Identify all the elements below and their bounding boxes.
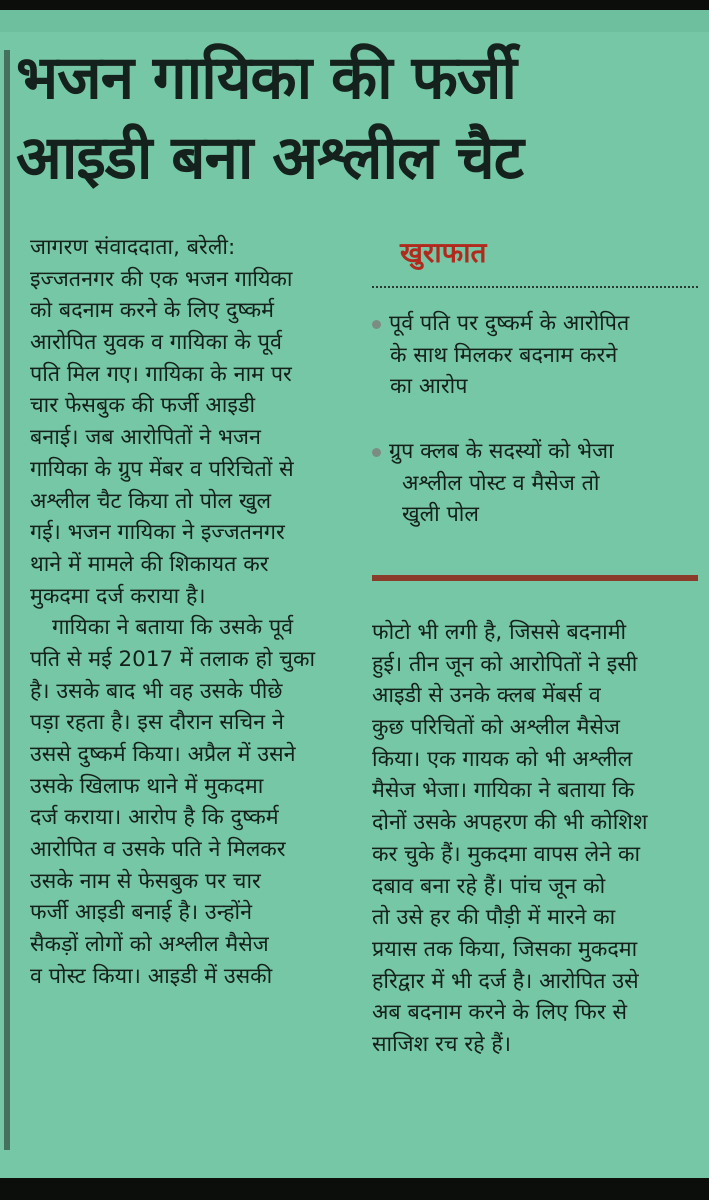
body-line: व पोस्ट किया। आइडी में उसकी (30, 963, 273, 989)
body-line: फोटो भी लगी है, जिससे बदनामी (372, 620, 627, 645)
body-line: सैकड़ों लोगों को अश्लील मैसेज (30, 932, 269, 958)
body-line: फर्जी आइडी बनाई है। उन्होंने (30, 900, 253, 926)
bullet-line: का आरोप (390, 374, 468, 400)
paper-top-edge (0, 10, 709, 32)
body-line: पति मिल गए। गायिका के नाम पर (30, 361, 292, 387)
bullet-line: अश्लील पोस्ट व मैसेज तो (402, 470, 600, 496)
body-line: चार फेसबुक की फर्जी आइडी (30, 393, 256, 419)
body-line: साजिश रच रहे हैं। (372, 1031, 511, 1057)
body-line: पड़ा रहता है। इस दौरान सचिन ने (30, 710, 284, 736)
body-line: गई। भजन गायिका ने इज्जतनगर (30, 520, 285, 546)
body-line: अब बदनाम करने के लिए फिर से (372, 1000, 628, 1026)
body-line: है। उसके बाद भी वह उसके पीछे (30, 678, 283, 704)
body-line: गायिका ने बताया कि उसके पूर्व (52, 615, 294, 641)
body-line: कुछ परिचितों को अश्लील मैसेज (372, 715, 620, 741)
bullet-line: खुली पोल (402, 502, 479, 528)
body-line: दोनों उसके अपहरण की भी कोशिश (372, 810, 648, 836)
body-line: उससे दुष्कर्म किया। अप्रैल में उसने (30, 742, 296, 767)
body-line: अश्लील चैट किया तो पोल खुल (30, 488, 272, 514)
body-line: बनाई। जब आरोपितों ने भजन (30, 425, 261, 451)
newspaper-clipping (0, 10, 709, 1178)
headline (16, 38, 696, 198)
body-line: कर चुके हैं। मुकदमा वापस लेने का (372, 841, 641, 867)
body-line: आरोपित युवक व गायिका के पूर्व (30, 330, 282, 356)
right-column (372, 617, 702, 1061)
sidebar-bullet-2 (372, 436, 702, 531)
body-line: तो उसे हर की पौड़ी में मारने का (372, 905, 616, 931)
body-line: पति से मई 2017 में तलाक हो चुका (30, 646, 316, 672)
body-line: दबाव बना रहे हैं। पांच जून को (372, 873, 606, 899)
body-line: हुई। तीन जून को आरोपितों ने इसी (372, 651, 638, 677)
body-line: प्रयास तक किया, जिसका मुकदमा (372, 936, 638, 962)
body-line: दर्ज कराया। आरोप है कि दुष्कर्म (30, 805, 279, 831)
sidebar-bullet-1 (372, 308, 702, 403)
body-line: को बदनाम करने के लिए दुष्कर्म (30, 298, 275, 324)
bullet-icon (372, 320, 381, 329)
bullet-line: पूर्व पति पर दुष्कर्म के आरोपित (389, 311, 630, 336)
body-line: थाने में मामले की शिकायत कर (30, 551, 269, 577)
body-line: मैसेज भेजा। गायिका ने बताया कि (372, 778, 635, 804)
body-line: मुकदमा दर्ज कराया है। (30, 583, 206, 609)
headline-line-1: भजन गायिका की फर्जी (16, 43, 516, 113)
bullet-line: के साथ मिलकर बदनाम करने (390, 342, 618, 368)
body-line: गायिका के ग्रुप मेंबर व परिचितों से (30, 456, 294, 482)
body-line: आरोपित व उसके पति ने मिलकर (30, 837, 286, 863)
left-margin-rule (4, 50, 10, 1150)
body-line: इज्जतनगर की एक भजन गायिका (30, 266, 293, 292)
body-line: आइडी से उनके क्लब मेंबर्स व (372, 683, 601, 709)
headline-line-2: आइडी बना अश्लील चैट (16, 123, 523, 193)
sidebar-title: खुराफात (400, 236, 487, 269)
body-line: उसके नाम से फेसबुक पर चार (30, 868, 261, 894)
left-column (30, 232, 360, 993)
body-line: किया। एक गायक को भी अश्लील (372, 746, 633, 772)
body-line: जागरण संवाददाता, बरेली: (30, 235, 236, 260)
body-line: हरिद्वार में भी दर्ज है। आरोपित उसे (372, 968, 639, 994)
bullet-icon (372, 448, 381, 457)
dotted-divider (372, 286, 698, 288)
bullet-line: ग्रुप क्लब के सदस्यों को भेजा (389, 439, 614, 464)
body-line: उसके खिलाफ थाने में मुकदमा (30, 773, 264, 799)
red-divider (372, 575, 698, 581)
